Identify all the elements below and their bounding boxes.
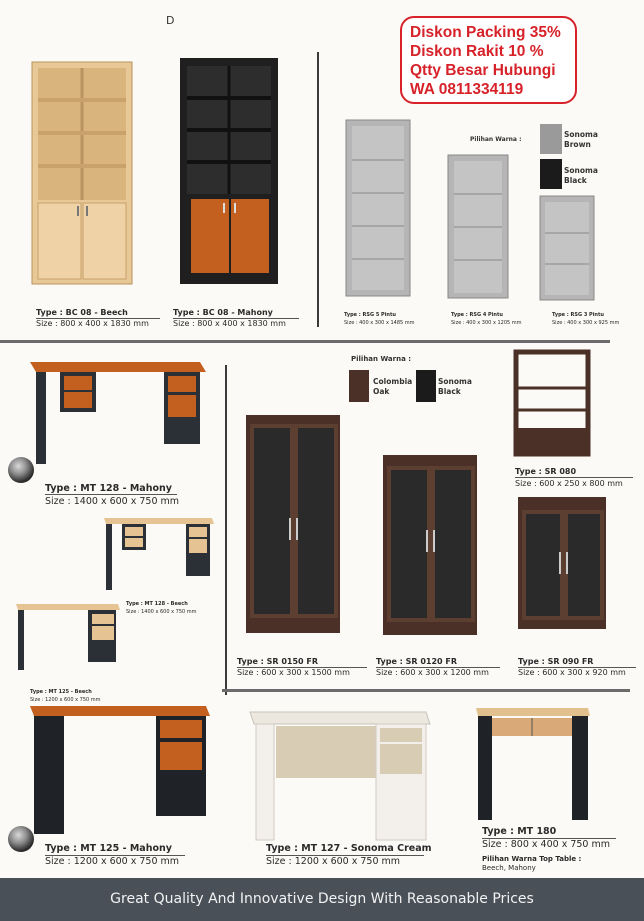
mt127-image [250, 712, 430, 840]
divider-horizontal-top [0, 340, 610, 343]
header-mark: D [166, 14, 175, 27]
sr-colors-title: Pilihan Warna : [351, 355, 412, 363]
rsg4-type: Type : RSG 4 Pintu [451, 312, 503, 318]
promo-line-packing: Diskon Packing 35% [410, 24, 561, 41]
divider-vertical-top [317, 52, 319, 327]
sr-color-colombia-oak-2: Oak [373, 387, 390, 396]
bc08-mahony-size: Size : 800 x 400 x 1830 mm [173, 319, 286, 328]
mt125-mahony-image [30, 706, 210, 834]
mt125-beech-type: Type : MT 125 - Beech [30, 689, 92, 695]
mt125-beech-image [16, 604, 120, 670]
mt127-size: Size : 1200 x 600 x 750 mm [266, 856, 401, 867]
rsg5-image [346, 120, 410, 296]
caption-underline [45, 494, 177, 495]
bc08-beech-size: Size : 800 x 400 x 1830 mm [36, 319, 149, 328]
mt125-beech-size: Size : 1200 x 600 x 750 mm [30, 697, 101, 703]
sr0150-type: Type : SR 0150 FR [237, 657, 319, 666]
mt128-beech-image [104, 518, 214, 590]
sr0120-image [383, 455, 477, 635]
mt125-mahony-type: Type : MT 125 - Mahony [45, 843, 172, 854]
rsg-color-sonoma-black-1: Sonoma [564, 166, 598, 175]
rsg-color-sonoma-brown-2: Brown [564, 140, 591, 149]
rsg-color-sonoma-brown-1: Sonoma [564, 130, 598, 139]
caster-icon [8, 826, 34, 852]
swatch-sonoma-black-rsg [540, 159, 562, 189]
sr0150-size: Size : 600 x 300 x 1500 mm [237, 668, 350, 677]
divider-vertical-mid [225, 365, 227, 695]
mt127-type: Type : MT 127 - Sonoma Cream [266, 843, 432, 854]
sr0120-size: Size : 600 x 300 x 1200 mm [376, 668, 489, 677]
sr090-size: Size : 600 x 300 x 920 mm [518, 668, 626, 677]
mt128-beech-type: Type : MT 128 - Beech [126, 601, 188, 607]
bc08-beech-type: Type : BC 08 - Beech [36, 308, 128, 317]
footer-tagline: Great Quality And Innovative Design With Reasonable Prices [110, 891, 534, 907]
bc08-beech-image [32, 62, 132, 284]
mt180-note-value: Beech, Mahony [482, 864, 536, 872]
sr-color-sonoma-black-2: Black [438, 387, 461, 396]
swatch-colombia-oak [349, 370, 369, 402]
mt128-beech-size: Size : 1400 x 600 x 750 mm [126, 609, 197, 615]
sr080-image [516, 352, 588, 454]
mt180-image [476, 708, 590, 820]
caster-icon [8, 457, 34, 483]
sr-color-colombia-oak-1: Colombia [373, 377, 413, 386]
sr-color-sonoma-black-1: Sonoma [438, 377, 472, 386]
rsg4-size: Size : 400 x 300 x 1205 mm [451, 320, 522, 326]
mt125-mahony-size: Size : 1200 x 600 x 750 mm [45, 856, 180, 867]
mt128-mahony-image [30, 362, 206, 464]
bc08-mahony-image [180, 58, 278, 284]
footer-bar [0, 878, 644, 921]
rsg-colors-title: Pilihan Warna : [470, 136, 522, 143]
promo-line-wa: WA 0811334119 [410, 81, 524, 98]
mt180-type: Type : MT 180 [482, 826, 557, 837]
rsg5-size: Size : 400 x 300 x 1485 mm [344, 320, 415, 326]
divider-horizontal-mid [222, 689, 630, 692]
rsg3-image [540, 196, 594, 300]
rsg3-type: Type : RSG 3 Pintu [552, 312, 604, 318]
sr080-size: Size : 600 x 250 x 800 mm [515, 479, 623, 488]
caption-underline [515, 477, 633, 478]
sr0150-image [246, 415, 340, 633]
swatch-sonoma-black-sr [416, 370, 436, 402]
rsg4-image [448, 155, 508, 298]
promo-line-qtty: Qtty Besar Hubungi [410, 62, 556, 79]
sr080-type: Type : SR 080 [515, 467, 577, 476]
swatch-sonoma-brown [540, 124, 562, 154]
rsg3-size: Size : 400 x 300 x 925 mm [552, 320, 620, 326]
promo-line-rakit: Diskon Rakit 10 % [410, 43, 544, 60]
rsg5-type: Type : RSG 5 Pintu [344, 312, 396, 318]
sr090-image [518, 497, 606, 629]
mt128-mahony-size: Size : 1400 x 600 x 750 mm [45, 496, 180, 507]
mt180-note-title: Pilihan Warna Top Table : [482, 855, 582, 863]
sr0120-type: Type : SR 0120 FR [376, 657, 458, 666]
sr090-type: Type : SR 090 FR [518, 657, 594, 666]
bc08-mahony-type: Type : BC 08 - Mahony [173, 308, 273, 317]
mt180-size: Size : 800 x 400 x 750 mm [482, 839, 610, 850]
rsg-color-sonoma-black-2: Black [564, 176, 587, 185]
mt128-mahony-type: Type : MT 128 - Mahony [45, 483, 172, 494]
